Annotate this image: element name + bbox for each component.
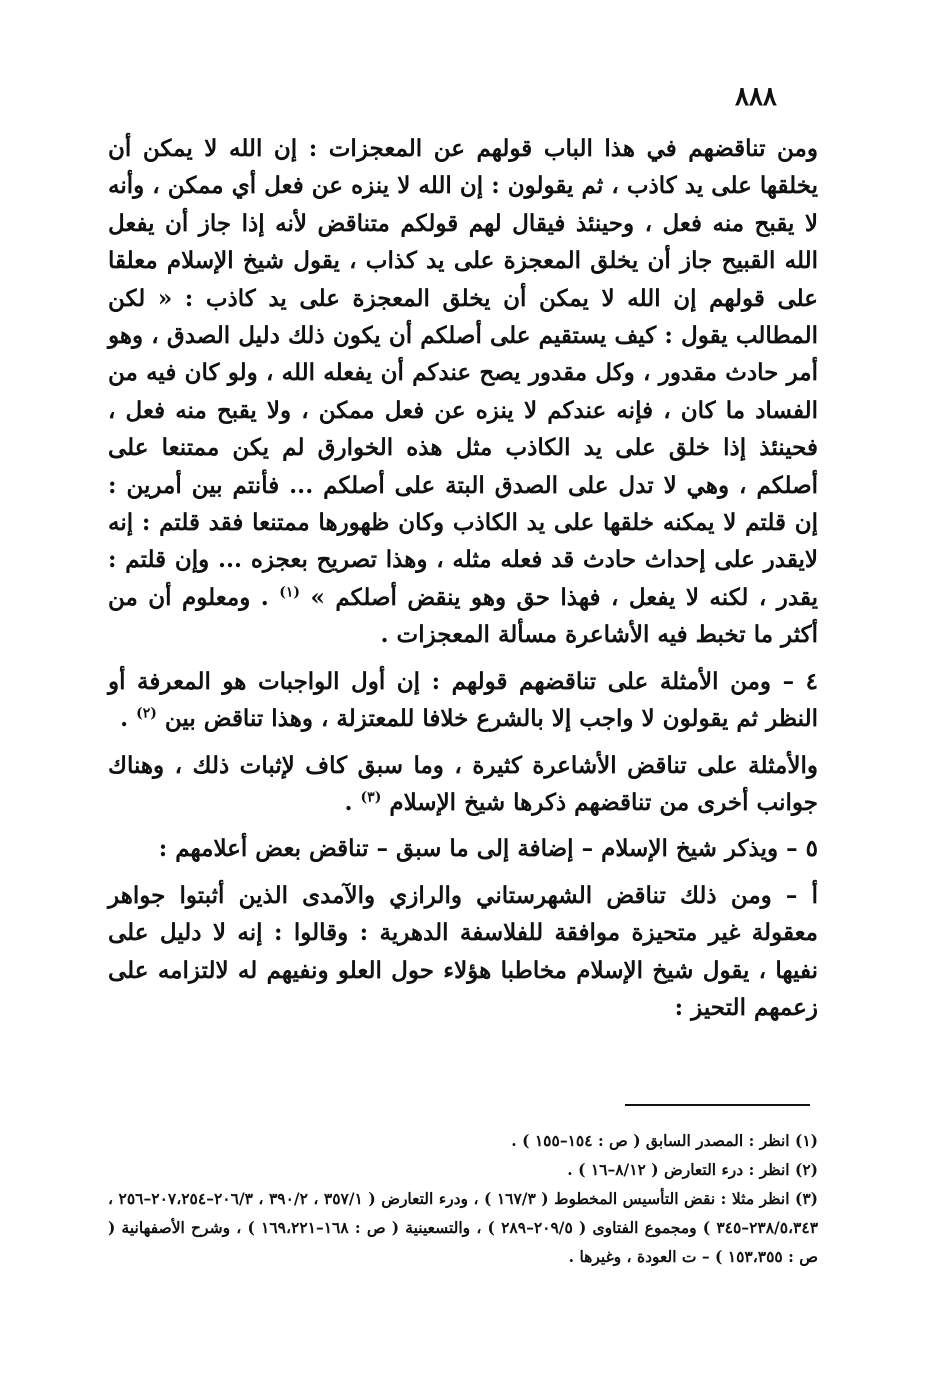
paragraph-2-tail: . [120,705,137,733]
footnote-3: (٣) انظر مثلا : نقض التأسيس المخطوط ( ١٦٧/٣ ) ، ودرء التعارض ( ٣٥٧/١ ، ٣٩٠/٢ ، ٢٠٦/٣–٢٠٧،٢٥٤–٢٥٦ ، ٢٣٨/٥،٣٤٣–٣٤٥ ) ومجموع الفتاوى ( ٢٠٩/٥–٢٨٩ ) ، والتسعينية ( ص : ١٦٨–١٦٩،٢٢١ ) ، وشرح الأصفهانية ( ص : ١٥٣،٣٥٥ ) – ت العودة ، وغيرها . [108,1189,819,1266]
paragraph-3 [108,747,818,822]
paragraph-5: أ – ومن ذلك تناقض الشهرستاني والرازي والآمدى الذين أثبتوا جواهر معقولة غير متحيزة موافقة للفلاسفة الدهرية : وقالوا : إنه لا دليل على نفيها ، يقول شيخ الإسلام مخاطبا هؤلاء حول العلو ونفيهم له لالتزامه على زعمهم التحيز : [108,881,818,1021]
paragraph-1-tail: . ومعلوم أن من أكثر ما تخبط فيه الأشاعرة مسألة المعجزات . [108,583,818,649]
main-text [108,130,818,1035]
footnote-separator [625,1104,810,1106]
page-number: ٨٨٨ [735,82,777,112]
paragraph-1 [108,130,818,654]
footnote-2: (٢) انظر : درء التعارض ( ٨/١٢–١٦ ) . [567,1160,818,1179]
paragraph-3-text: والأمثلة على تناقض الأشاعرة كثيرة ، وما سبق كاف لإثبات ذلك ، وهناك جوانب أخرى من تناقضهم ذكرها شيخ الإسلام [108,751,818,816]
footnote-reference-3: (٣) [360,789,382,806]
paragraph-1-text: ومن تناقضهم في هذا الباب قولهم عن المعجزات : إن الله لا يمكن أن يخلقها على يد كاذب ، ثم يقولون : إن الله لا ينزه عن فعل أي ممكن ، وأنه لا يقبح منه فعل ، وحينئذ فيقال لهم قولكم متناقض لأنه إذا جاز أن يفعل الله القبيح جاز أن يخلق المعجزة على يد كذاب ، يقول شيخ الإسلام معلقا على قولهم إن الله لا يمكن أن يخلق المعجزة على يد كاذب : « لكن المطالب يقول : كيف يستقيم على أصلكم أن يكون ذلك دليل الصدق ، وهو أمر حادث مقدور ، وكل مقدور يصح عندكم أن يفعله الله ، ولو كان فيه من الفساد ما كان ، فإنه عندكم لا ينزه عن فعل ممكن ، ولا يقبح منه فعل ، فحينئذ إذا خلق على يد الكاذب مثل هذه الخوارق لم يكن ممتنعا على أصلكم ، وهي لا تدل على الصدق البتة على أصلكم ... فأنتم بين أمرين : إن قلتم لا يمكنه خلقها على يد الكاذب وكان ظهورها ممتنعا فقد قلتم : إنه لايقدر على إحداث حادث قد فعله مثله ، وهذا تصريح بعجزه ... وإن قلتم : يقدر ، لكنه لا يفعل ، فهذا حق وهو ينقض أصلكم » [108,135,819,611]
footnote-1: (١) انظر : المصدر السابق ( ص : ١٥٤–١٥٥ ) . [511,1131,818,1150]
paragraph-2 [108,663,818,738]
footnotes [108,1126,818,1271]
paragraph-3-tail: . [344,788,361,816]
footnote-reference-2: (٢) [136,705,157,722]
footnote-reference-1: (١) [279,584,301,601]
paragraph-2-text: ٤ – ومن الأمثلة على تناقضهم قولهم : إن أول الواجبات هو المعرفة أو النظر ثم يقولون لا واجب إلا بالشرع خلافا للمعتزلة ، وهذا تناقض بين [108,667,818,733]
paragraph-4: ٥ – ويذكر شيخ الإسلام – إضافة إلى ما سبق – تناقض بعض أعلامهم : [158,835,818,863]
